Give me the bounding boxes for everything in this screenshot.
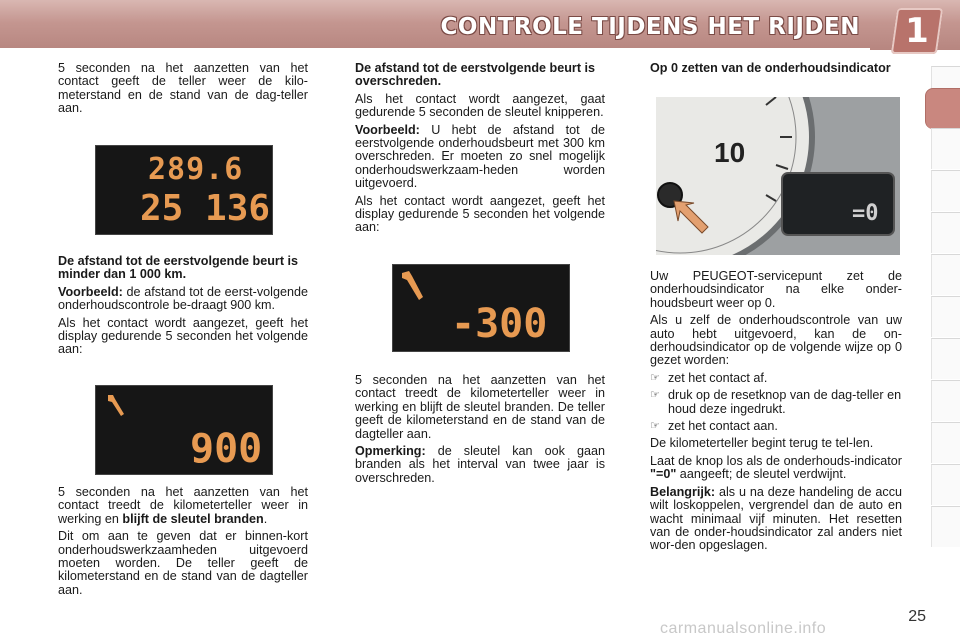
blink-text: Als het contact wordt aangezet, gaat gedurende 5 seconden de sleutel knipperen. <box>355 91 605 120</box>
section-heading: De afstand tot de eerstvolgende beurt is overschreden. <box>355 61 596 89</box>
column-3-body <box>650 270 902 557</box>
odometer-reading: 25 136 <box>140 188 271 229</box>
step-text: zet het contact aan. <box>668 419 778 434</box>
self-reset-text: Als u zelf de onderhoudscontrole van uw auto hebt uitgevoerd, kan de on-derhoudsindicator op de volgende wijze op 0 gezet worden: <box>650 313 902 368</box>
service-reset-text: Uw PEUGEOT-servicepunt zet de onderhoudsindicator na elke onder-houdsbeurt weer op 0. <box>650 269 902 310</box>
intro-text: 5 seconden na het aanzetten van het contact geeft de teller weer de kilo-meterstand en de stand van de dag-teller aan. <box>58 61 308 116</box>
pointing-hand-icon: ☞ <box>650 371 660 384</box>
reset-display-reading: =0 <box>852 201 879 226</box>
chapter-tab[interactable] <box>931 254 960 295</box>
page-header <box>0 0 960 50</box>
step-item <box>650 420 902 433</box>
display-info-text: Als het contact wordt aangezet, geeft het display gedurende 5 seconden het volgende aan: <box>58 315 308 357</box>
chapter-tab[interactable] <box>931 464 960 505</box>
display-info-text: Als het contact wordt aangezet, geeft het display gedurende 5 seconden het volgende aan: <box>355 193 605 235</box>
remaining-km: 900 <box>190 426 263 472</box>
chapter-tab[interactable] <box>931 170 960 211</box>
example-paragraph <box>355 124 605 191</box>
step-item <box>650 372 902 385</box>
page-number: 25 <box>908 608 926 625</box>
column-1-section <box>58 255 308 361</box>
section-heading: De afstand tot de eerstvolgende beurt is minder dan 1 000 km. <box>58 254 299 282</box>
after-start-body: 5 seconden na het aanzetten van het contact treedt de kilometerteller weer in werking en <box>58 485 308 526</box>
important-label: Belangrijk: <box>650 484 716 499</box>
after-start-bold: blijft de sleutel branden <box>122 511 264 526</box>
service-display-900 <box>95 385 273 475</box>
chapter-tab-active[interactable] <box>925 88 960 129</box>
step-text: druk op de resetknop van de dag-teller en houd deze ingedrukt. <box>668 388 902 416</box>
chapter-badge <box>891 8 943 54</box>
after-start-text <box>58 486 308 526</box>
chapter-tabs <box>926 66 960 576</box>
overdue-km: -300 <box>451 301 548 347</box>
wrench-icon <box>399 269 429 303</box>
important-paragraph <box>650 486 902 553</box>
example-text: de afstand tot de eerst-volgende onderhoudscontrole be-draagt 900 km. <box>58 284 308 313</box>
note-label: Opmerking: <box>355 444 426 459</box>
chapter-tab[interactable] <box>931 506 960 547</box>
chapter-tab[interactable] <box>931 380 960 421</box>
speedometer-graphic <box>656 97 900 255</box>
after-start-text: 5 seconden na het aanzetten van het contact treedt de kilometerteller weer in werking en blijft de sleutel branden. De teller geeft de kilometerstand en de stand van de dagteller aan. <box>355 373 605 441</box>
example-label: Voorbeeld: <box>355 122 420 137</box>
speed-scale-number: 10 <box>714 137 746 168</box>
example-paragraph <box>58 286 308 313</box>
example-label: Voorbeeld: <box>58 284 123 299</box>
release-value: "=0" <box>650 467 677 482</box>
chapter-tab[interactable] <box>931 212 960 253</box>
wrench-icon <box>104 392 130 420</box>
watermark: carmanualsonline.info <box>660 620 827 637</box>
release-text-a: Laat de knop los als de onderhouds-indicator <box>650 453 902 468</box>
note-paragraph <box>355 445 605 485</box>
chapter-tab[interactable] <box>931 422 960 463</box>
chapter-number: 1 <box>905 11 929 51</box>
page-title: CONTROLE TIJDENS HET RIJDEN <box>440 14 860 40</box>
trip-reading: 289.6 <box>148 152 244 187</box>
column-3 <box>650 62 902 79</box>
release-text <box>650 455 902 482</box>
chapter-tab[interactable] <box>931 296 960 337</box>
service-display-overdue <box>392 264 570 352</box>
column-2-bottom <box>355 374 605 489</box>
section-heading: Op 0 zetten van de onderhoudsindicator <box>650 61 891 75</box>
column-1 <box>58 62 308 120</box>
example-text: U hebt de afstand tot de eerstvolgende onderhoudsbeurt met 300 km overschreden. Er moeten zo snel mogelijk onderhoudswerkzaam-heden worden uitgevoerd. <box>355 122 605 191</box>
release-text-c: aangeeft; de sleutel verdwijnt. <box>676 467 847 482</box>
chapter-tab[interactable] <box>931 128 960 169</box>
note-text: de sleutel kan ook gaan branden als het interval van twee jaar is overschreden. <box>355 444 605 485</box>
important-text: als u na deze handeling de accu wilt loskoppelen, vergrendel dan de auto en wacht minimaal vijf minuten. Het resetten van de onder-houdsindicator zal anders niet wor-den opgeslagen. <box>650 484 902 553</box>
column-1-bottom <box>58 486 308 601</box>
column-2 <box>355 62 605 239</box>
pointing-hand-icon: ☞ <box>650 420 660 433</box>
maintenance-soon-text: Dit om aan te geven dat er binnen-kort onderhoudswerkzaamheden uitgevoerd moeten worden. De teller geeft de kilometerstand en de stand van de dagteller aan. <box>58 529 308 597</box>
step-item <box>650 389 902 416</box>
header-divider <box>0 48 870 51</box>
chapter-tab[interactable] <box>931 338 960 379</box>
odometer-display <box>95 145 273 235</box>
after-start-end: . <box>263 511 268 526</box>
count-text: De kilometerteller begint terug te tel-len. <box>650 436 874 451</box>
instrument-cluster-photo <box>656 97 900 255</box>
step-text: zet het contact af. <box>668 370 768 385</box>
pointing-hand-icon: ☞ <box>650 389 660 402</box>
